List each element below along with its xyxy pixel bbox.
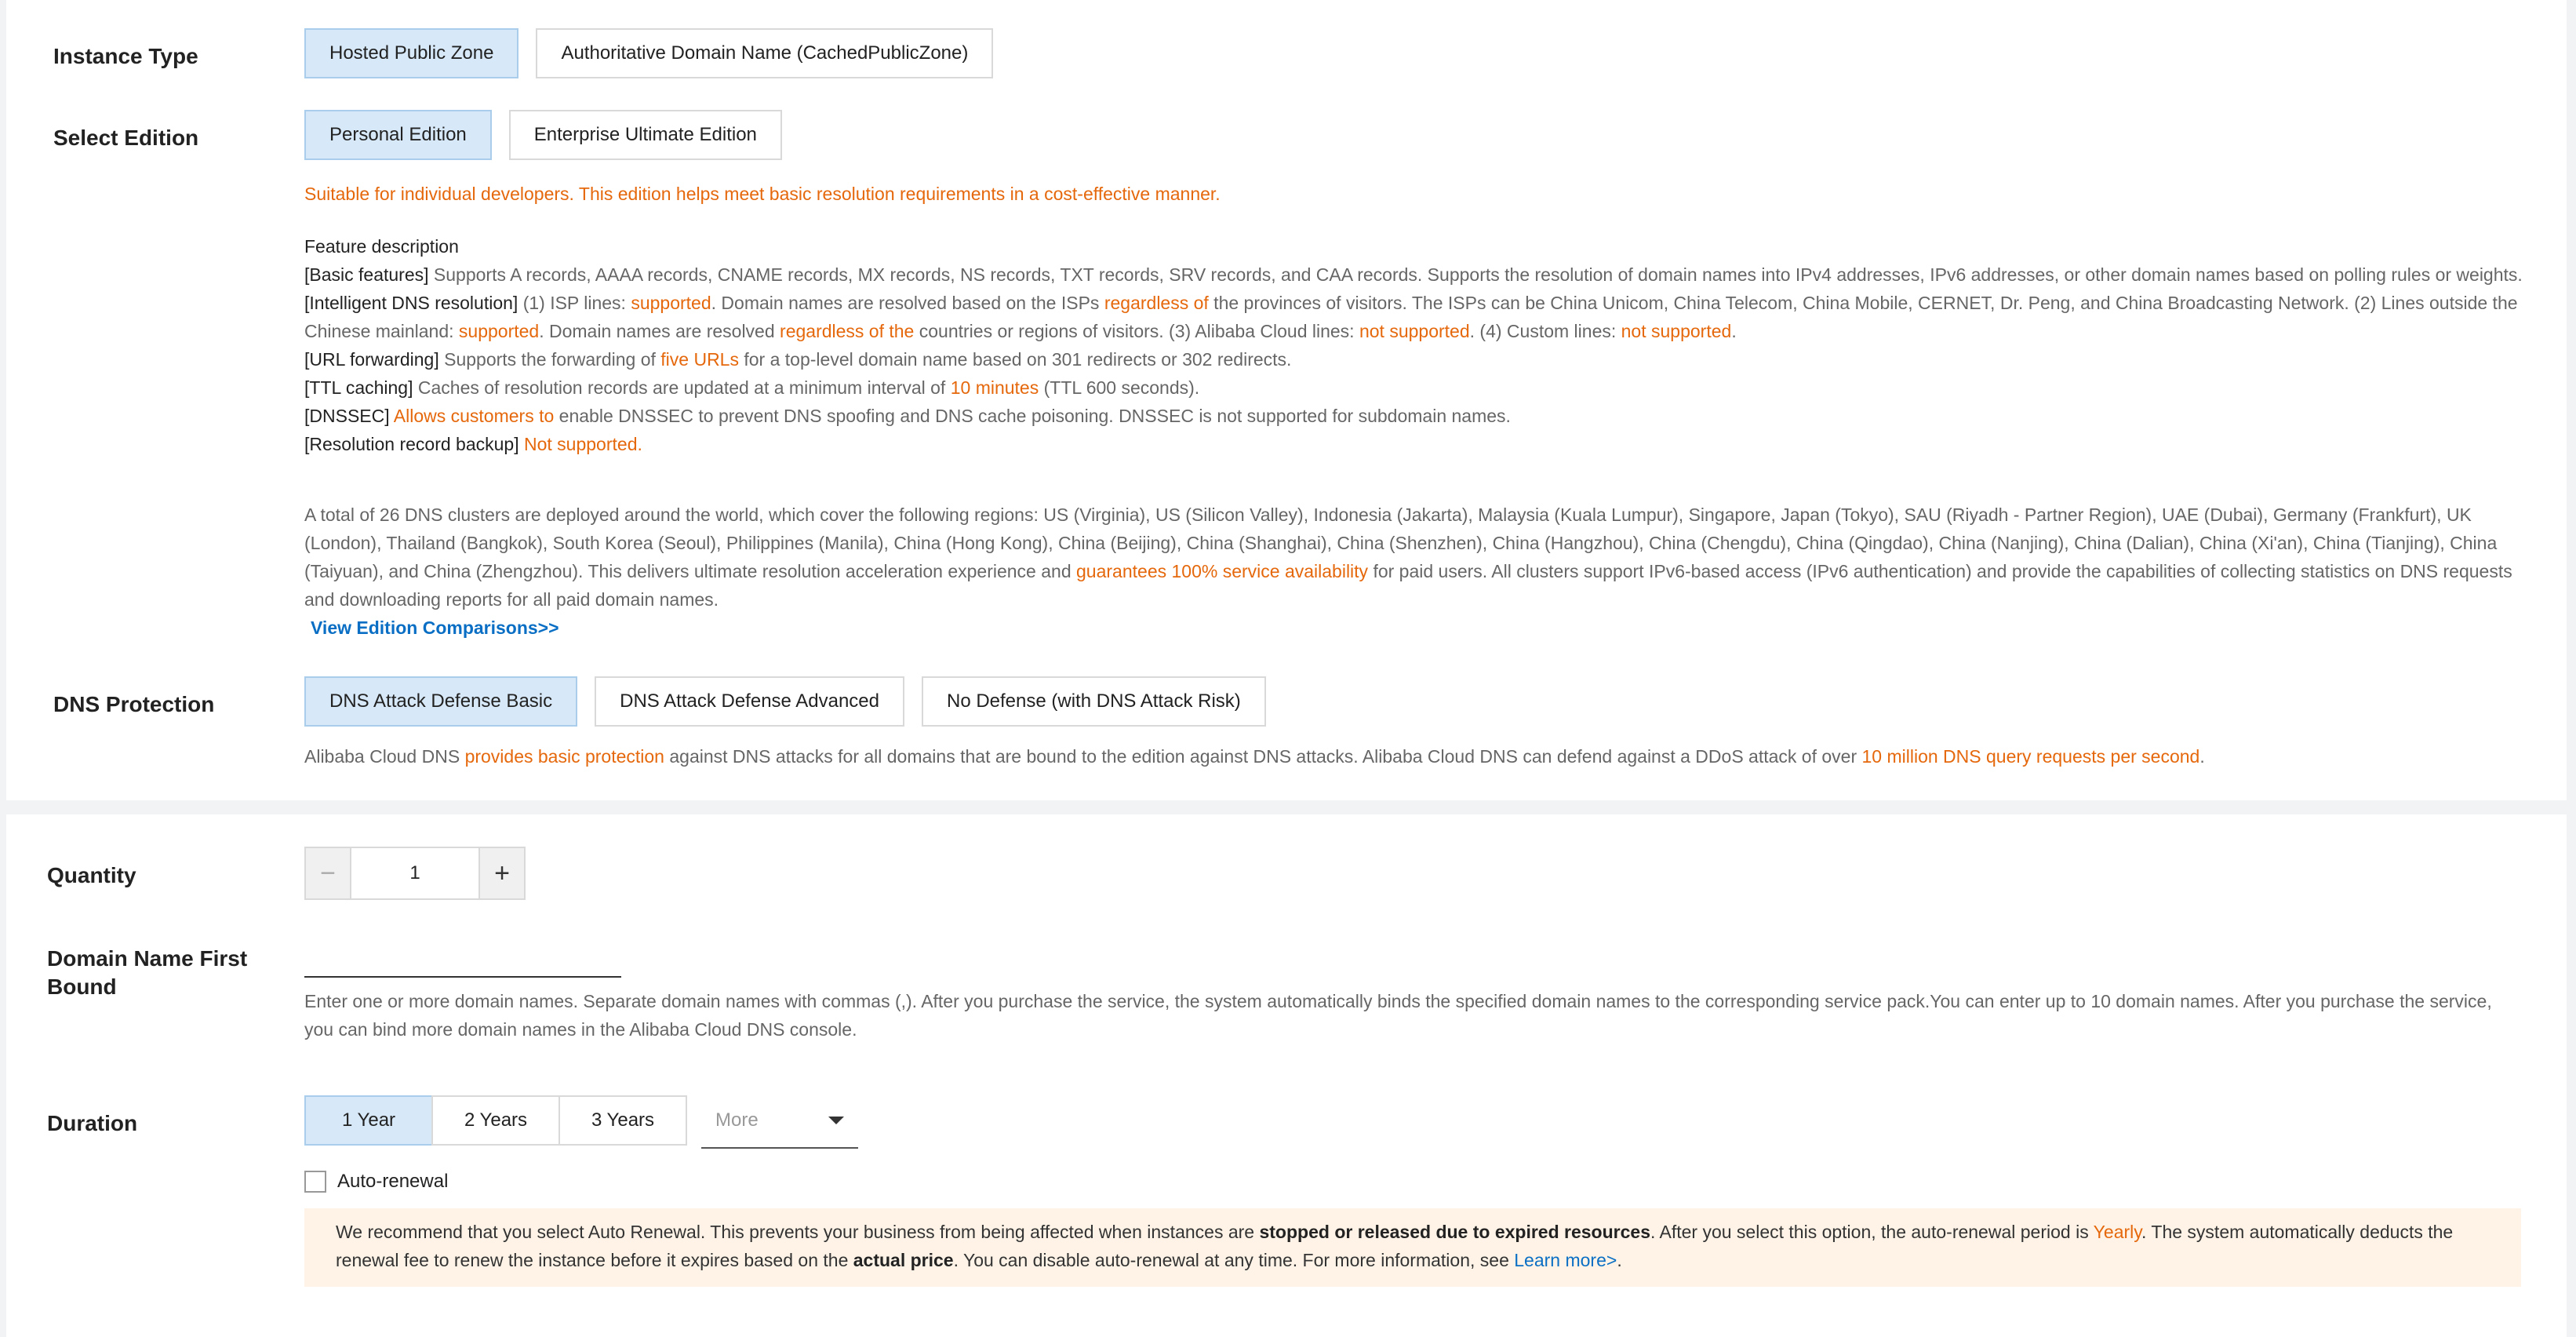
learn-more-link[interactable]: Learn more> xyxy=(1514,1250,1617,1270)
duration-more-placeholder: More xyxy=(715,1109,759,1131)
edition-panel xyxy=(6,0,2567,800)
duration-1-year[interactable]: 1 Year xyxy=(304,1095,433,1146)
feature-heading: Feature description xyxy=(304,236,459,257)
quantity-stepper xyxy=(304,847,526,900)
feature-url-forwarding: [URL forwarding] Supports the forwarding of five URLs for a top-level domain name based on 301 redirects or 302 redirects. xyxy=(304,349,1292,370)
instance-type-options xyxy=(304,28,1010,78)
dns-protection-options xyxy=(304,676,1283,727)
auto-renewal-notice: We recommend that you select Auto Renewal. This prevents your business from being affected when instances are stopped or released due to expired resources. After you select this option, the auto-renewal period is Yearly. The system automatically deducts the renewal fee to renew the instance before it expires based on the actual price. You can disable auto-renewal at any time. For more information, see Learn more>. xyxy=(304,1208,2521,1287)
cluster-description: A total of 26 DNS clusters are deployed around the world, which cover the following regions: US (Virginia), US (Silicon Valley), Indonesia (Jakarta), Malaysia (Kuala Lumpur), Singapore, Japan (Tokyo), SAU (Riyadh - Partner Region), UAE (Dubai), Germany (Frankfurt), UK (London), Thailand (Bangkok), South Korea (Seoul), Philippines (Manila), China (Hong Kong), China (Beijing), China (Shanghai), China (Shenzhen), China (Hangzhou), China (Chengdu), China (Qingdao), China (Nanjing), China (Dalian), China (Xi'an), China (Tianjing), China (Taiyuan), and China (Zhengzhou). This delivers ultimate resolution acceleration experience and guarantees 100% service availability for paid users. All clusters support IPv6-based access (IPv6 authentication) and provide the capabilities of collecting statistics on DNS requests and downloading reports for all paid domain names. View Edition Comparisons>> xyxy=(304,505,2512,638)
edition-options xyxy=(304,110,799,160)
instance-type-authoritative-domain[interactable]: Authoritative Domain Name (CachedPublicZone) xyxy=(536,28,993,78)
duration-label: Duration xyxy=(47,1111,138,1135)
auto-renewal-checkbox[interactable] xyxy=(304,1171,326,1193)
duration-3-years[interactable]: 3 Years xyxy=(558,1095,687,1146)
quantity-increment-button[interactable]: + xyxy=(480,848,524,898)
protection-none[interactable]: No Defense (with DNS Attack Risk) xyxy=(922,676,1266,727)
instance-type-hosted-public-zone[interactable]: Hosted Public Zone xyxy=(304,28,518,78)
auto-renewal-label: Auto-renewal xyxy=(337,1171,449,1192)
caret-down-icon xyxy=(828,1117,844,1124)
edition-personal[interactable]: Personal Edition xyxy=(304,110,492,160)
feature-basic: [Basic features] Supports A records, AAAA records, CNAME records, MX records, NS records, TXT records, SRV records, and CAA records. Supports the resolution of domain names into IPv4 addresses, IPv6 addresses, or other domain names based on polling rules or weights. xyxy=(304,264,2523,285)
domain-name-help: Enter one or more domain names. Separate domain names with commas (,). After you purchase the service, the system automatically binds the specified domain names to the corresponding service pack.You can enter up to 10 domain names. After you purchase the service, you can bind more domain names in the Alibaba Cloud DNS console. xyxy=(304,991,2492,1040)
edition-tip: Suitable for individual developers. This edition helps meet basic resolution requirements in a cost-effective manner. xyxy=(304,184,1221,204)
protection-advanced[interactable]: DNS Attack Defense Advanced xyxy=(595,676,904,727)
quantity-decrement-button[interactable]: − xyxy=(306,848,350,898)
quantity-label: Quantity xyxy=(47,863,136,887)
domain-name-label: Domain Name First Bound xyxy=(47,946,248,999)
domain-name-input[interactable] xyxy=(304,938,621,978)
auto-renewal-row[interactable] xyxy=(304,1171,448,1193)
dns-protection-label: DNS Protection xyxy=(53,692,215,716)
duration-options xyxy=(304,1095,687,1146)
quantity-value[interactable]: 1 xyxy=(350,848,480,898)
protection-basic[interactable]: DNS Attack Defense Basic xyxy=(304,676,577,727)
feature-intelligent-dns: [Intelligent DNS resolution] (1) ISP lines: supported. Domain names are resolved based on the ISPs regardless of the provinces of visitors. The ISPs can be China Unicom, China Telecom, China Mobile, CERNET, Dr. Peng, and China Broadcasting Network. (2) Lines outside the Chinese mainland: supported. Domain names are resolved regardless of the countries or regions of visitors. (3) Alibaba Cloud lines: not supported. (4) Custom lines: not supported. xyxy=(304,293,2518,341)
feature-ttl-caching: [TTL caching] Caches of resolution records are updated at a minimum interval of 10 minutes (TTL 600 seconds). xyxy=(304,377,1200,398)
dns-protection-description: Alibaba Cloud DNS provides basic protection against DNS attacks for all domains that are bound to the edition against DNS attacks. Alibaba Cloud DNS can defend against a DDoS attack of over 10 million DNS query requests per second. xyxy=(304,746,2205,767)
view-edition-comparisons-link[interactable]: View Edition Comparisons>> xyxy=(311,617,559,638)
feature-description xyxy=(304,232,2532,458)
instance-type-label: Instance Type xyxy=(53,44,198,68)
edition-label: Select Edition xyxy=(53,126,199,150)
duration-2-years[interactable]: 2 Years xyxy=(431,1095,560,1146)
feature-record-backup: [Resolution record backup] Not supported. xyxy=(304,434,642,454)
edition-enterprise-ultimate[interactable]: Enterprise Ultimate Edition xyxy=(509,110,782,160)
feature-dnssec: [DNSSEC] Allows customers to enable DNSSEC to prevent DNS spoofing and DNS cache poisoning. DNSSEC is not supported for subdomain names. xyxy=(304,406,1511,426)
duration-more-select[interactable] xyxy=(701,1094,858,1149)
